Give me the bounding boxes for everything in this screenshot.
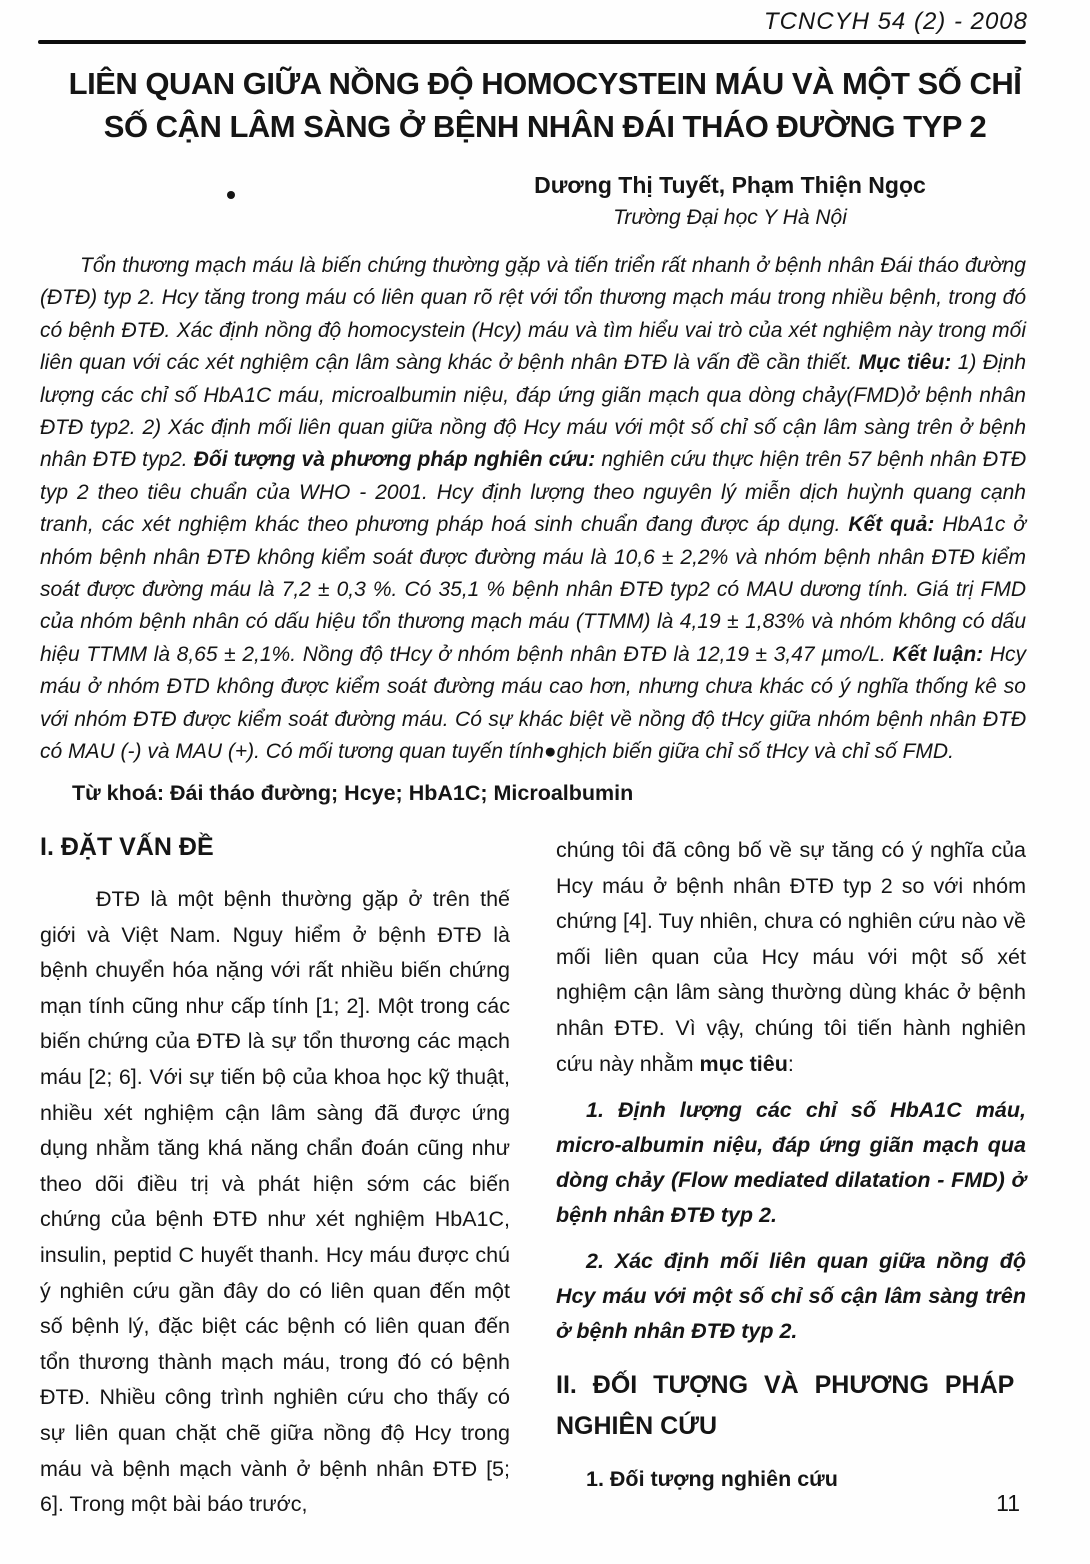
section-2-subheading: 1. Đối tượng nghiên cứu — [586, 1467, 838, 1492]
section-1-heading: I. ĐẶT VẤN ĐỀ — [40, 833, 214, 861]
continuation-paragraph — [556, 833, 1026, 1082]
abstract-paragraph — [40, 250, 1026, 769]
journal-running-head: TCNCYH 54 (2) - 2008 — [763, 8, 1028, 35]
section-1-paragraph: ĐTĐ là một bệnh thường gặp ở trên thế giới và Việt Nam. Nguy hiểm ở bệnh ĐTĐ là bệnh chuyển hóa nặng với rất nhiều biến chứng mạn tính cũng như cấp tính [1; 2]. Một trong các biến chứng của ĐTĐ là sự tổn thương các mạch máu [2; 6]. Với sự tiến bộ của khoa học kỹ thuật, nhiều xét nghiệm cận lâm sàng đã được ứng dụng nhằm tăng khá năng chẩn đoán cũng như theo dõi điều trị và phát hiện sớm các biến chứng của bệnh ĐTĐ như xét nghiệm HbA1C, insulin, peptid C huyết thanh. Hcy máu được chú ý nghiên cứu gần đây do có liên quan đến một số bệnh lý, đặc biệt các bệnh có liên quan đến tổn thương thành mạch máu, trong đó có bệnh ĐTĐ. Nhiều công trình nghiên cứu cho thấy có sự liên quan chặt chẽ giữa nồng độ Hcy trong máu và bệnh mạch vành ở bệnh nhân ĐTĐ [5; 6]. Trong một bài báo trước, — [40, 887, 510, 1517]
article-title-line2: SỐ CẬN LÂM SÀNG Ở BỆNH NHÂN ĐÁI THÁO ĐƯỜNG TYP 2 — [103, 109, 987, 144]
abstract-label-methods: Đối tượng và phương pháp nghiên cứu: — [193, 448, 596, 472]
continuation-colon: : — [787, 1051, 794, 1076]
section-2-heading-line1: II. ĐỐI TƯỢNG VÀ PHƯƠNG PHÁP — [556, 1371, 1015, 1400]
article-title-line1: LIÊN QUAN GIỮA NỒNG ĐỘ HOMOCYSTEIN MÁU VÀ MỘT SỐ CHỈ — [68, 66, 1022, 101]
objective-2: 2. Xác định mối liên quan giữa nồng độ Hcy máu với một số chỉ số cận lâm sàng trên ở bệnh nhân ĐTĐ typ 2. — [556, 1249, 1026, 1344]
page-number: 11 — [996, 1490, 1020, 1516]
abstract-label-conclusion: Kết luận: — [892, 642, 984, 666]
continuation-text: chúng tôi đã công bố về sự tăng có ý nghĩa của Hcy máu ở bệnh nhân ĐTĐ typ 2 so với nhóm chứng [4]. Tuy nhiên, chưa có nghiên cứu nào về mối liên quan của Hcy máu với một số xét nghiệm cận lâm sàng thường dùng khác ở bệnh nhân ĐTĐ. Vì vậy, chúng tôi tiến hành nghiên cứu này nhằm — [556, 838, 1026, 1076]
right-column — [556, 833, 1026, 1523]
section-2-heading — [556, 1365, 1026, 1447]
abstract-text-5: Hcy máu ở nhóm ĐTD không được kiểm soát đường máu cao hơn, nhưng chưa khác có ý nghĩa thống kê so với nhóm ĐTĐ được kiểm soát đường máu. Có sự khác biệt về nồng độ tHcy giữa nhóm bệnh nhân ĐTĐ có MAU (-) và MAU (+). Có mối tương quan tuyến tính●ghịch biến giữa chỉ số tHcy và chỉ số FMD. — [40, 642, 1026, 764]
affiliation: Trường Đại học Y Hà Nội — [613, 206, 847, 229]
keywords-text: Đái tháo đường; Hcye; HbA1C; Microalbumin — [164, 781, 634, 805]
article-title — [25, 62, 1065, 148]
abstract-label-objectives: Mục tiêu: — [858, 351, 952, 375]
muc-tieu-inline-bold: mục tiêu — [699, 1051, 788, 1076]
abstract-label-results: Kết quả: — [848, 513, 935, 537]
two-column-body — [40, 833, 1026, 1523]
byline-block — [390, 172, 1070, 230]
keywords-label: Từ khoá: — [72, 781, 165, 805]
abstract-text-1: Tổn thương mạch máu là biến chứng thường gặp và tiến triển rất nhanh ở bệnh nhân Đái tháo đường (ĐTĐ) typ 2. Hcy tăng trong máu có liên quan rõ rệt với tổn thương mạch máu trong nhiều bệnh, trong đó có bệnh ĐTĐ. Xác định nồng độ homocystein (Hcy) máu và tìm hiểu vai trò của xét nghiệm này trong mối liên quan với các xét nghiệm cận lâm sàng khác ở bệnh nhân ĐTĐ là vấn đề cần thiết. — [40, 254, 1026, 375]
keywords-line — [72, 781, 633, 806]
section-2-heading-line2: NGHIÊN CỨU — [556, 1412, 718, 1441]
abstract-text-2: 1) Định lượng các chỉ số HbA1C máu, microalbumin niệu, đáp ứng giãn mạch qua dòng chảy(FMD)ở bệnh nhân ĐTĐ typ2. 2) Xác định mối liên quan giữa nồng độ Hcy máu với một số chỉ số cận lâm sàng trên ở bệnh nhân ĐTĐ typ2. — [40, 351, 1027, 472]
abstract-text-3: nghiên cứu thực hiện trên 57 bệnh nhân ĐTĐ typ 2 theo tiêu chuẩn của WHO - 2001. Hcy định lượng theo nguyên lý miễn dịch huỳnh quang cạnh tranh, các xét nghiệm khác theo phương pháp hoá sinh chuẩn đang được áp dụng. — [40, 448, 1026, 537]
objective-1: 1. Định lượng các chỉ số HbA1C máu, micro-albumin niệu, đáp ứng giãn mạch qua dòng chảy (Flow mediated dilatation - FMD) ở bệnh nhân ĐTĐ typ 2. — [556, 1098, 1026, 1228]
header-rule — [38, 40, 1026, 44]
ink-speck — [227, 191, 235, 199]
authors: Dương Thị Tuyết, Phạm Thiện Ngọc — [534, 172, 926, 198]
abstract-text-4: HbA1c ở nhóm bệnh nhân ĐTĐ không kiểm soát được đường máu là 10,6 ± 2,2% và nhóm bệnh nhân ĐTĐ kiểm soát được đường máu là 7,2 ± 0,3 %. Có 35,1 % bệnh nhân ĐTĐ typ2 có MAU dương tính. Giá trị FMD của nhóm bệnh nhân có dấu hiệu tổn thương mạch máu (TTMM) là 4,19 ± 1,83% và nhóm không có dấu hiệu TTMM là 8,65 ± 2,1%. Nồng độ tHcy ở nhóm bệnh nhân ĐTĐ là 12,19 ± 3,47 µmo/L. — [40, 513, 1027, 666]
left-column — [40, 833, 510, 1523]
